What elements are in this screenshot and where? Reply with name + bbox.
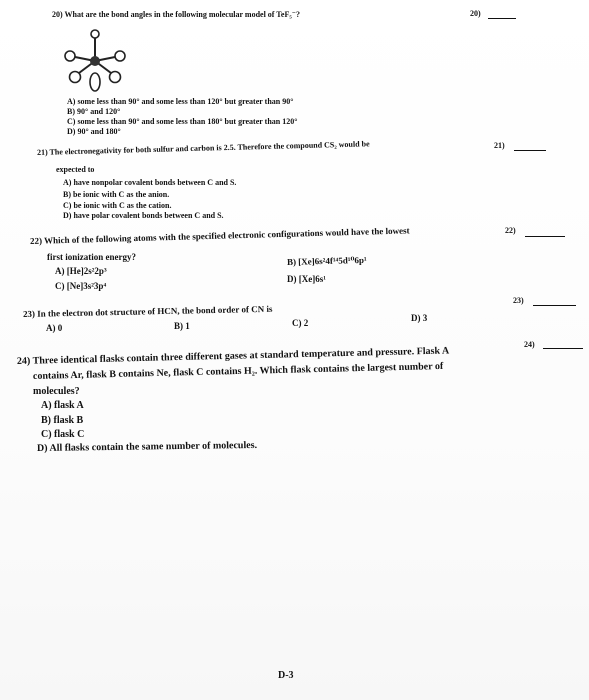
q22-stem: 22) Which of the following atoms with the specified electronic configurations would have the lowest	[29, 225, 410, 246]
q22-number: 22)	[505, 226, 516, 235]
q24-answer-blank	[543, 348, 583, 349]
q20-option-b: B) 90° and 120°	[67, 107, 121, 116]
q21-option-d: D) have polar covalent bonds between C and S.	[63, 211, 224, 220]
q22-stem-continued: first ionization energy?	[47, 252, 136, 262]
q22-option-a: A) [He]2s²2p³	[55, 266, 107, 276]
q23-option-c: C) 2	[292, 318, 309, 328]
q21-option-b: B) be ionic with C as the anion.	[63, 190, 170, 199]
page-number: D-3	[278, 670, 294, 681]
q22-option-d: D) [Xe]6s¹	[287, 274, 326, 284]
q20-option-a: A) some less than 90° and some less than 120° but greater than 90°	[67, 97, 294, 106]
q24-option-c: C) flask C	[41, 429, 85, 440]
q21-option-c: C) be ionic with C as the cation.	[63, 201, 172, 210]
q24-stem-continued-2: molecules?	[33, 386, 80, 397]
q20-number: 20)	[470, 9, 481, 18]
q22-option-c: C) [Ne]3s²3p⁴	[55, 281, 107, 291]
q23-option-d: D) 3	[411, 313, 428, 323]
q24-stem: 24) Three identical flasks contain three different gases at standard temperature and pressure. Flask A	[16, 345, 450, 367]
q23-stem: 23) In the electron dot structure of HCN, the bond order of CN is	[22, 303, 273, 319]
q24-stem-continued: contains Ar, flask B contains Ne, flask C contains H₂. Which flask contains the largest number of	[32, 360, 444, 382]
q24-number: 24)	[524, 340, 535, 349]
q21-stem-continued: expected to	[56, 165, 95, 174]
q24-option-a: A) flask A	[41, 400, 84, 411]
q20-option-d: D) 90° and 180°	[67, 127, 121, 136]
q21-answer-blank	[514, 150, 546, 151]
q24-option-d: D) All flasks contain the same number of molecules.	[36, 439, 258, 454]
tef5-molecular-model	[60, 26, 130, 96]
q22-option-b: B) [Xe]6s²4f¹⁴5d¹⁰6p¹	[286, 254, 367, 267]
q22-answer-blank	[525, 236, 565, 237]
q20-option-c: C) some less than 90° and some less than 180° but greater than 120°	[67, 117, 298, 126]
q23-answer-blank	[533, 305, 576, 306]
q20-answer-blank	[488, 18, 516, 19]
q23-option-a: A) 0	[46, 323, 63, 333]
q21-option-a: A) have nonpolar covalent bonds between C and S.	[63, 178, 237, 187]
q23-option-b: B) 1	[174, 321, 190, 331]
q20-stem: 20) What are the bond angles in the following molecular model of TeF₅⁻?	[52, 10, 300, 19]
q23-number: 23)	[513, 296, 524, 305]
q21-stem: 21) The electronegativity for both sulfur and carbon is 2.5. Therefore the compound CS₂ would be	[36, 139, 370, 157]
q24-option-b: B) flask B	[41, 415, 84, 426]
q21-number: 21)	[494, 141, 505, 150]
